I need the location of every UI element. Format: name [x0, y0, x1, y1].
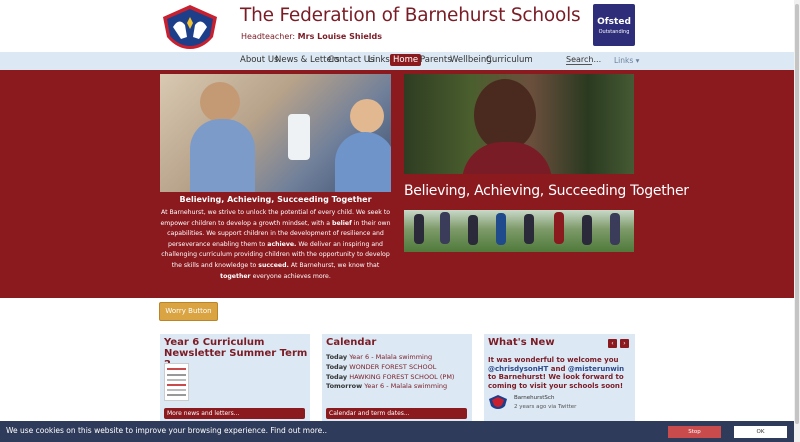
school-crest-logo[interactable]	[159, 3, 221, 51]
whats-new-title: What's New	[488, 337, 555, 348]
cookie-ok-button[interactable]: OK	[734, 426, 787, 438]
site-title: The Federation of Barnehurst Schools	[240, 5, 581, 26]
cookie-text[interactable]: We use cookies on this website to improve your browsing experience. Find out more..	[6, 426, 327, 435]
ofsted-badge[interactable]	[593, 4, 635, 46]
hero-photo-children-science	[160, 74, 391, 192]
worry-button[interactable]: Worry Button	[159, 302, 218, 321]
page-scrollbar[interactable]	[794, 0, 800, 442]
links-dropdown-label: Links	[614, 56, 634, 65]
tweet-account-name[interactable]: BarnehurstSch	[514, 395, 555, 401]
tagline-large: Believing, Achieving, Succeeding Together	[404, 183, 689, 199]
tagline-small: Believing, Achieving, Succeeding Together	[179, 195, 372, 204]
account-avatar-icon[interactable]	[488, 394, 508, 410]
tweet-meta: 2 years ago via Twitter	[514, 404, 577, 410]
prev-arrow-icon[interactable]: ‹	[608, 339, 617, 348]
main-nav	[0, 52, 794, 70]
links-dropdown[interactable]	[614, 56, 639, 65]
calendar-event[interactable]: Today Year 6 - Malala swimming	[326, 353, 433, 361]
calendar-title: Calendar	[326, 337, 377, 348]
newsletter-title[interactable]: Year 6 Curriculum Newsletter Summer Term	[164, 337, 308, 359]
newsletter-panel	[160, 334, 310, 422]
site-header	[0, 0, 794, 52]
next-arrow-icon[interactable]: ›	[620, 339, 629, 348]
nav-item-home[interactable]: Home	[390, 54, 421, 66]
nav-item-curriculum[interactable]: Curriculum	[486, 55, 533, 65]
chevron-down-icon: ▾	[635, 56, 640, 65]
scrollbar-thumb[interactable]	[795, 4, 799, 424]
calendar-event[interactable]: Tomorrow Year 6 - Malala swimming	[326, 382, 448, 390]
ofsted-grade: Outstanding	[598, 29, 630, 35]
ofsted-name: Ofsted	[597, 17, 631, 27]
headteacher-line	[241, 32, 382, 41]
calendar-panel	[322, 334, 472, 422]
more-news-button[interactable]: More news and letters...	[164, 408, 305, 419]
nav-item-about-us[interactable]: About Us	[240, 55, 279, 65]
headteacher-label: Headteacher:	[241, 32, 296, 41]
whats-new-panel	[484, 334, 635, 422]
newsletter-thumbnail[interactable]	[164, 363, 189, 401]
search-input[interactable]: Search...	[566, 55, 602, 64]
headteacher-name: Mrs Louise Shields	[297, 32, 382, 41]
calendar-event[interactable]: Today WONDER FOREST SCHOOL	[326, 363, 437, 371]
tweet-handle-link[interactable]: @misterunwin	[567, 364, 625, 373]
hero-photo-running-pupils	[404, 210, 634, 252]
cookie-banner	[0, 421, 794, 442]
nav-item-links[interactable]: Links	[368, 55, 390, 65]
hero-photo-smiling-pupil	[404, 74, 634, 174]
tweet-handle-link[interactable]: @chrisdysonHT	[488, 364, 549, 373]
nav-item-wellbeing[interactable]: Wellbeing	[450, 55, 492, 65]
calendar-more-button[interactable]: Calendar and term dates...	[326, 408, 467, 419]
nav-item-news-letters[interactable]: News & Letters	[275, 55, 340, 65]
tweet-text: It was wonderful to welcome you @chrisdysonHT and @misterunwin to Barnehurst! We look forward to coming to visit your schools soon!	[488, 356, 625, 390]
intro-paragraph: At Barnehurst, we strive to unlock the potential of every child. We seek to empower children to develop a growth mindset, with a belief in their own capabilities. We support children in the development of resilience and perseverance enabling them to achieve. We deliver an inspiring and challenging curriculum providing children with the opportunity to develop the skills and knowledge to succeed. At Barnehurst, we know that together everyone achieves more.	[160, 209, 391, 280]
cookie-stop-button[interactable]: Stop	[668, 426, 721, 438]
nav-item-parents[interactable]: Parents	[420, 55, 452, 65]
calendar-event[interactable]: Today HAWKING FOREST SCHOOL (PM)	[326, 373, 455, 381]
nav-item-contact-us[interactable]: Contact Us	[328, 55, 375, 65]
